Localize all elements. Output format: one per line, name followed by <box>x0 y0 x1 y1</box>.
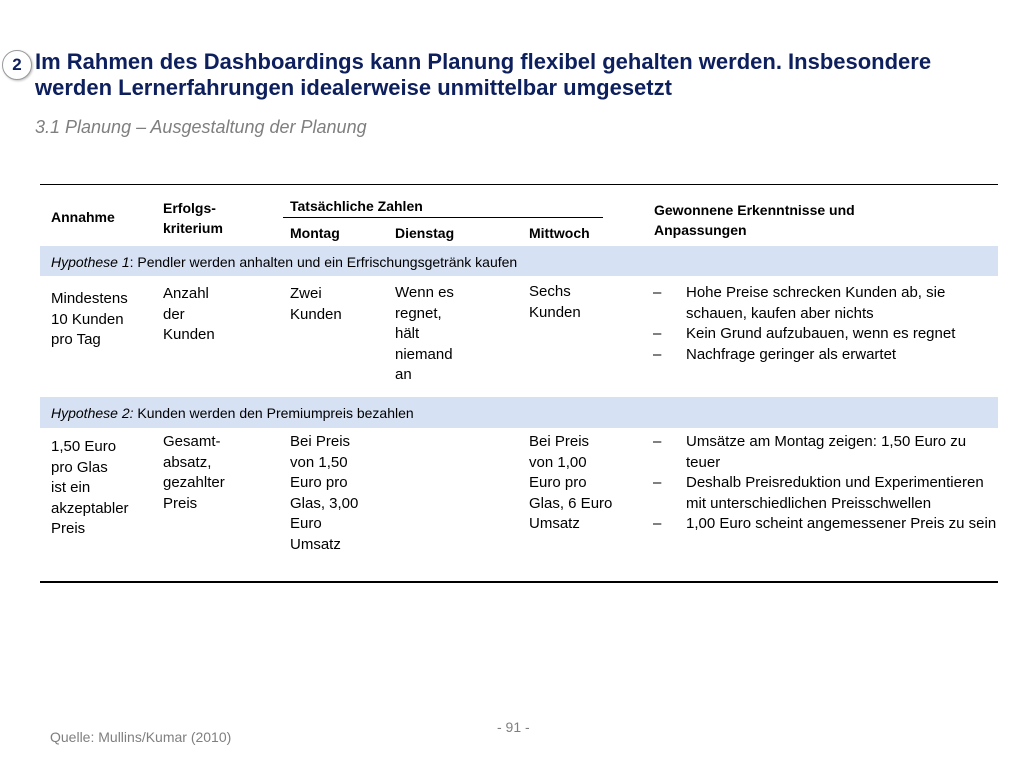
list-item: – Kein Grund aufzubauen, wenn es regnet <box>653 324 998 345</box>
list-item: – Umsätze am Montag zeigen: 1,50 Euro zu teuer <box>653 432 998 473</box>
row-2-kriterium <box>163 432 225 514</box>
row-2-annahme-line: 1,50 Euro <box>51 438 117 455</box>
row-2-montag-line: Glas, 3,00 <box>290 494 359 512</box>
hypothesis-1-label: Hypothese 1 <box>51 254 130 270</box>
row-1-dienstag-line: regnet, <box>395 304 442 322</box>
header-erfolgskriterium-line-2: kriterium <box>163 220 223 236</box>
row-1-mittwoch-line: Sechs <box>529 283 571 300</box>
row-1-mittwoch-line: Kunden <box>529 303 581 321</box>
header-erfolgskriterium <box>163 198 223 238</box>
row-2-annahme-line: akzeptabler <box>51 499 129 517</box>
hypothesis-2-text: Kunden werden den Premiumpreis bezahlen <box>133 405 414 421</box>
source-citation: Quelle: Mullins/Kumar (2010) <box>50 729 232 745</box>
tats-zahlen-underline <box>283 217 603 218</box>
row-2-montag-line: Euro <box>290 515 322 532</box>
row-2-montag-line: von 1,50 <box>290 453 348 471</box>
list-item: – Hohe Preise schrecken Kunden ab, sie schauen, kaufen aber nichts <box>653 283 998 324</box>
row-1-annahme <box>51 289 128 351</box>
header-tatsaechliche-zahlen: Tatsächliche Zahlen <box>290 198 423 214</box>
row-1-kriterium-line: der <box>163 305 185 323</box>
header-annahme: Annahme <box>51 209 115 225</box>
row-2-montag-line: Umsatz <box>290 535 341 553</box>
row-1-kriterium <box>163 284 215 346</box>
row-2-annahme <box>51 437 129 540</box>
row-1-montag <box>290 284 342 325</box>
slide-title-line-1: Im Rahmen des Dashboardings kann Planung flexibel gehalten werden. Insbesondere <box>35 49 932 74</box>
row-1-montag-line: Kunden <box>290 305 342 323</box>
row-2-kriterium-line: gezahlter <box>163 474 225 491</box>
row-2-mittwoch-line: Umsatz <box>529 515 580 532</box>
row-2-annahme-line: Preis <box>51 520 86 537</box>
hypothesis-2-statement <box>51 404 414 422</box>
header-montag: Montag <box>290 225 340 241</box>
row-1-kriterium-line: Anzahl <box>163 285 209 302</box>
header-erfolgskriterium-line-1: Erfolgs- <box>163 200 216 216</box>
row-1-mittwoch <box>529 282 581 323</box>
row-2-mittwoch-line: Glas, 6 Euro <box>529 494 613 512</box>
row-2-montag-line: Euro pro <box>290 474 348 491</box>
row-2-mittwoch-line: Euro pro <box>529 474 587 491</box>
row-1-annahme-line: pro Tag <box>51 331 101 348</box>
row-1-erkenntnisse-list <box>653 283 998 365</box>
slide-title <box>35 49 995 101</box>
header-gewonnene-line-1: Gewonnene Erkenntnisse und <box>654 202 855 218</box>
row-1-kriterium-line: Kunden <box>163 326 215 343</box>
hypothesis-1-statement <box>51 253 517 271</box>
row-2-mittwoch-line: Bei Preis <box>529 433 590 450</box>
header-gewonnene-erkenntnisse <box>654 200 855 240</box>
row-2-mittwoch <box>529 432 612 535</box>
list-item: – Nachfrage geringer als erwartet <box>653 345 998 366</box>
table-bottom-rule <box>40 581 998 583</box>
slide-title-line-2: werden Lernerfahrungen idealerweise unmittelbar umgesetzt <box>35 75 672 100</box>
list-item: – 1,00 Euro scheint angemessener Preis zu sein <box>653 514 998 535</box>
row-1-dienstag <box>395 283 454 386</box>
row-2-erkenntnisse-list <box>653 432 998 535</box>
hypothesis-2-label: Hypothese 2: <box>51 405 134 421</box>
row-2-mittwoch-line: von 1,00 <box>529 453 587 471</box>
row-2-kriterium-line: Gesamt- <box>163 433 221 450</box>
row-2-montag-line: Bei Preis <box>290 433 351 450</box>
row-1-annahme-line: 10 Kunden <box>51 310 124 328</box>
row-2-annahme-line: ist ein <box>51 479 91 496</box>
row-2-montag <box>290 432 358 555</box>
hypothesis-1-text: : Pendler werden anhalten und ein Erfrischungsgetränk kaufen <box>129 254 518 270</box>
row-1-dienstag-line: an <box>395 366 412 383</box>
section-number-badge: 2 <box>2 50 32 80</box>
row-2-kriterium-line: Preis <box>163 494 198 512</box>
table-top-rule <box>40 184 998 185</box>
header-mittwoch: Mittwoch <box>529 225 590 241</box>
header-gewonnene-line-2: Anpassungen <box>654 222 747 238</box>
row-2-kriterium-line: absatz, <box>163 453 212 471</box>
header-dienstag: Dienstag <box>395 225 455 241</box>
slide-subtitle: 3.1 Planung – Ausgestaltung der Planung <box>35 117 367 137</box>
row-2-annahme-line: pro Glas <box>51 458 108 476</box>
list-item: – Deshalb Preisreduktion und Experimentieren mit unterschiedlichen Preisschwellen <box>653 473 998 514</box>
row-1-dienstag-line: hält <box>395 325 420 342</box>
row-1-dienstag-line: Wenn es <box>395 284 454 301</box>
page-number: - 91 - <box>497 719 530 735</box>
row-1-dienstag-line: niemand <box>395 345 453 363</box>
row-1-annahme-line: Mindestens <box>51 290 128 307</box>
row-1-montag-line: Zwei <box>290 285 322 302</box>
